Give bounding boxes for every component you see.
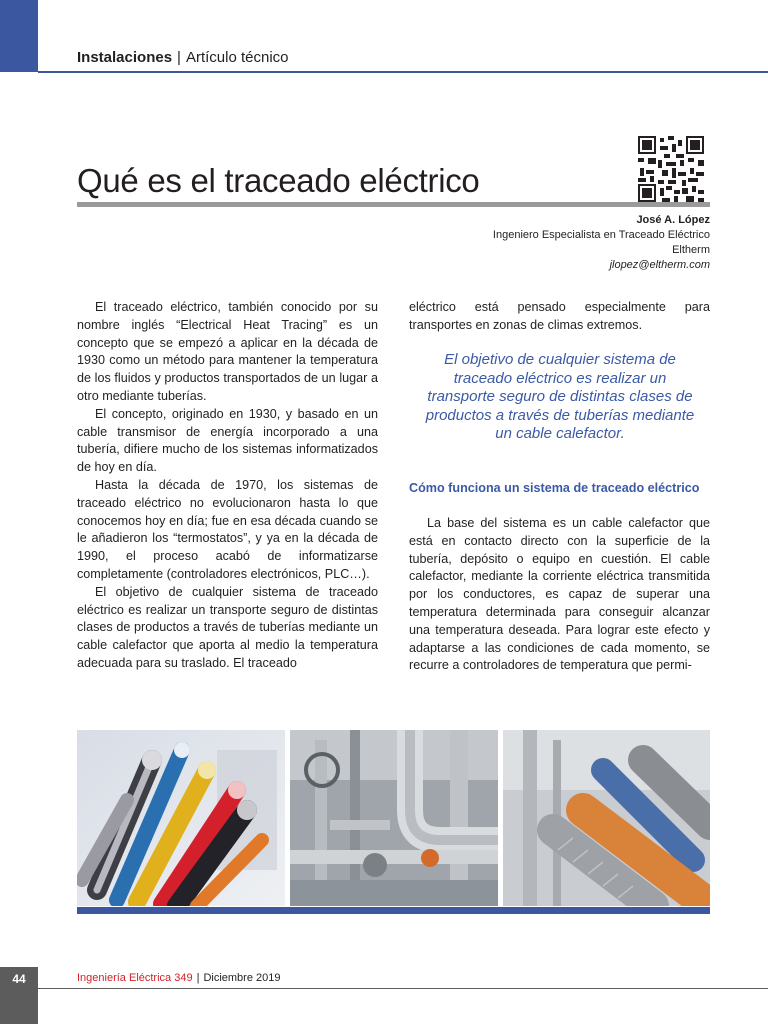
- paragraph: El objetivo de cualquier sistema de traceado eléctrico es realizar un transporte seguro de distintas clases de productos a través de tuberías mediante un cable calefactor que aporta al medio la temperatura adecuada para su traslado. El traceado: [77, 584, 378, 670]
- footer-separator: |: [196, 972, 200, 984]
- author-email: jlopez@eltherm.com: [609, 259, 710, 271]
- paragraph: La base del sistema es un cable calefactor que está en contacto directo con la superficie de la tubería, depósito o equipo en cuestión. El cable calefactor, mediante la corriente eléctrica transmitida por los conductores, es capaz de superar una temperatura determinada para conseguir alcanzar una temperatura deseada. Para lograr este efecto y adaptarse a las condiciones de cada momento, se recurre a controladores de temperatura que permi-: [409, 516, 710, 673]
- footer: [77, 972, 280, 984]
- magazine-name: Ingeniería Eléctrica 349: [77, 972, 193, 984]
- footer-rule: [38, 988, 768, 989]
- pull-quote: El objetivo de cualquier sistema de traceado eléctrico es realizar un transporte seguro de distintas clases de productos a través de tuberías mediante un cable calefactor.: [425, 351, 695, 442]
- paragraph: El concepto, originado en 1930, y basado en un cable transmisor de energía incorporado a una tubería, difiere mucho de los sistemas informatizados de hoy en día.: [77, 406, 378, 475]
- subsection-name: Artículo técnico: [185, 49, 289, 66]
- braided-cables-photo: [503, 730, 710, 906]
- byline: [493, 213, 710, 273]
- paragraph-continuation: eléctrico está pensado especialmente para transportes en zonas de climas extremos.: [409, 300, 710, 332]
- body-column-right: [409, 299, 710, 335]
- body-column-left: [77, 299, 378, 673]
- title-rule: [77, 202, 710, 207]
- article-title: Qué es el traceado eléctrico: [77, 162, 480, 199]
- corner-accent-tab: [0, 0, 38, 72]
- industrial-pipes-photo: [290, 730, 498, 906]
- author-role: Ingeniero Especialista en Traceado Eléctrico: [492, 229, 710, 241]
- section-header: [77, 49, 289, 66]
- section-separator: |: [177, 49, 181, 66]
- paragraph: Hasta la década de 1970, los sistemas de traceado eléctrico no evolucionaron hasta lo que conocemos hoy en día; fue en esa década cuando se le añadieron los “termostatos”, y ya en la década de 1990, el proceso acabó de informatizarse completamente (controladores electrónicos, PLC…).: [77, 477, 378, 581]
- qr-code-icon: [638, 136, 704, 202]
- section-subheading: Cómo funciona un sistema de traceado eléctrico: [409, 481, 700, 495]
- issue-date: Diciembre 2019: [203, 972, 281, 984]
- author-name: José A. López: [636, 214, 710, 226]
- author-company: Eltherm: [672, 244, 710, 256]
- photo-rule: [77, 907, 710, 914]
- page-number: 44: [12, 972, 26, 986]
- paragraph: El traceado eléctrico, también conocido por su nombre inglés “Electrical Heat Tracing” es un concepto que se empezó a aplicar en la década de 1930 como un método para mantener la temperatura de los fluidos y productos transportados de un lugar a otro mediante tuberías.: [77, 300, 378, 403]
- section-name: Instalaciones: [77, 49, 173, 66]
- heating-cables-photo: [77, 730, 285, 906]
- header-rule: [38, 71, 768, 73]
- body-column-right-lower: [409, 515, 710, 675]
